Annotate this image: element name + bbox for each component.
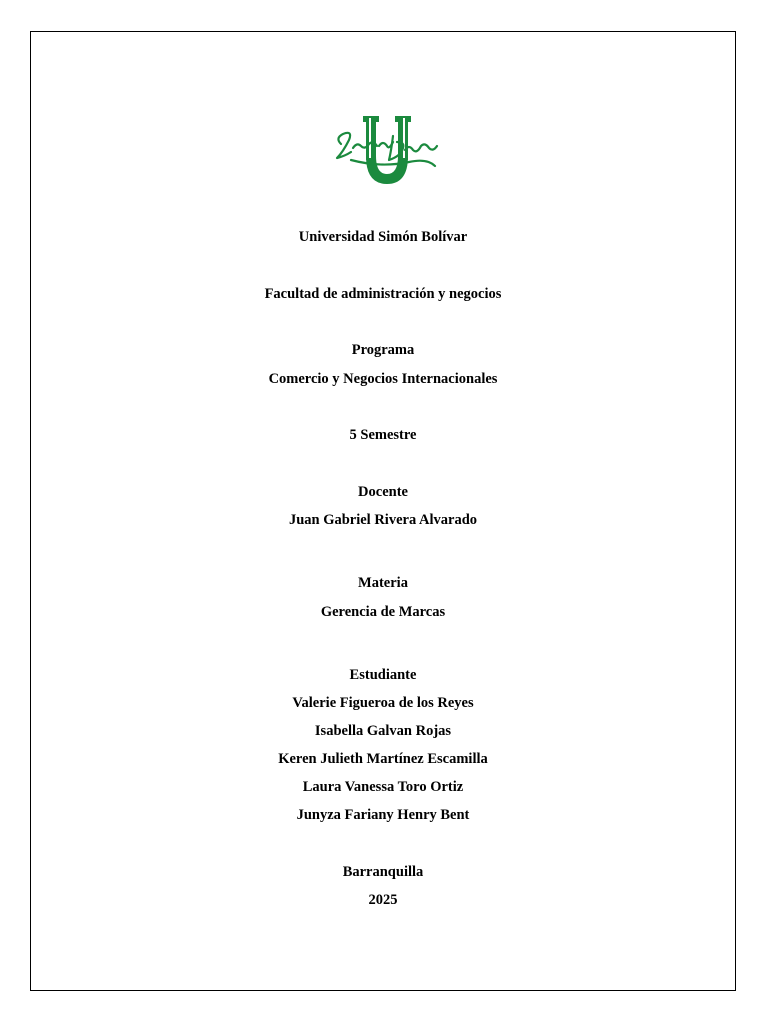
university-name: Universidad Simón Bolívar xyxy=(298,229,468,245)
semester: 5 Semestre xyxy=(349,427,417,443)
student-name: Isabella Galvan Rojas xyxy=(314,723,452,739)
student-name: Junyza Fariany Henry Bent xyxy=(296,807,470,823)
subject-label: Materia xyxy=(358,575,408,591)
university-logo xyxy=(331,112,443,188)
city: Barranquilla xyxy=(342,864,424,880)
student-name: Keren Julieth Martínez Escamilla xyxy=(278,751,488,767)
program-name: Comercio y Negocios Internacionales xyxy=(268,371,498,387)
subject-name: Gerencia de Marcas xyxy=(320,604,446,620)
teacher-label: Docente xyxy=(358,484,408,500)
university-logo-graphic xyxy=(331,112,443,188)
document-page xyxy=(30,31,736,991)
teacher-name: Juan Gabriel Rivera Alvarado xyxy=(288,512,478,528)
program-label: Programa xyxy=(351,342,415,358)
student-name: Valerie Figueroa de los Reyes xyxy=(292,695,474,711)
faculty-name: Facultad de administración y negocios xyxy=(264,286,502,302)
students-label: Estudiante xyxy=(349,667,417,683)
year: 2025 xyxy=(368,892,398,908)
student-name: Laura Vanessa Toro Ortiz xyxy=(302,779,464,795)
